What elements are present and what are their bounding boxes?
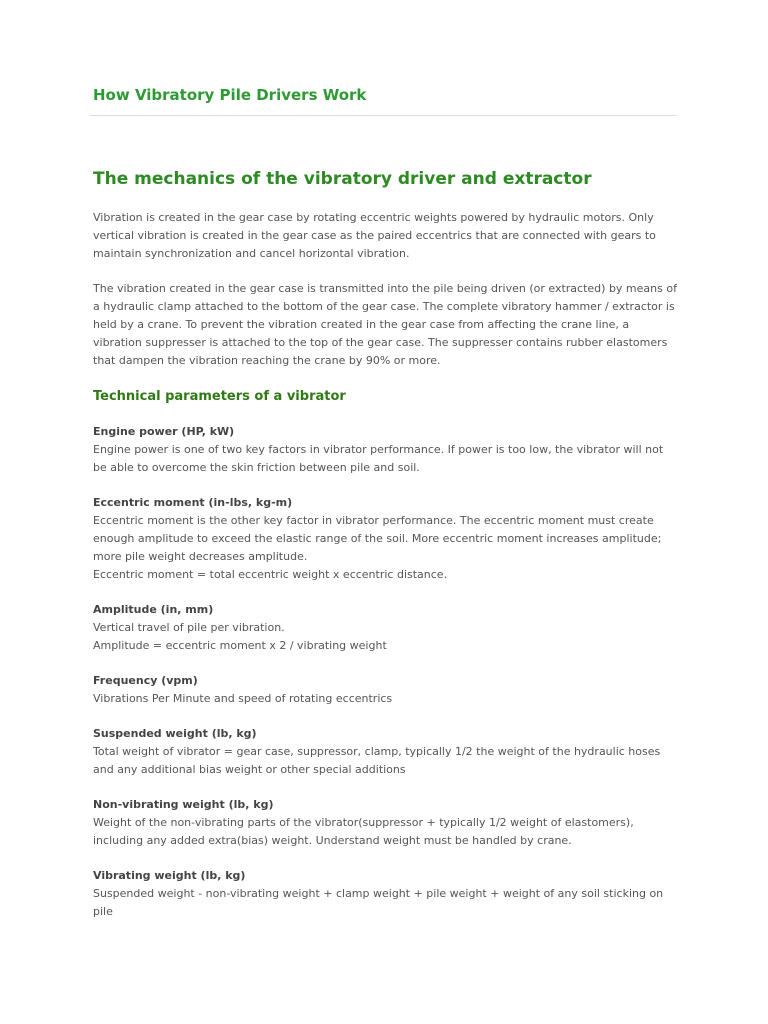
param-frequency xyxy=(93,672,677,708)
intro-paragraph: Vibration is created in the gear case by rotating eccentric weights powered by hydraulic motors. Only vertical vibration is created in the gear case as the paired eccentrics that are connected with gears to maintain synchronization and cancel horizontal vibration. xyxy=(93,211,656,260)
param-description: Weight of the non-vibrating parts of the vibrator(suppressor + typically 1/2 weight of elastomers), including any added extra(bias) weight. Understand weight must be handled by crane. xyxy=(93,816,634,847)
site-title: How Vibratory Pile Drivers Work xyxy=(93,86,367,104)
param-description: Vibrations Per Minute and speed of rotating eccentrics xyxy=(93,692,393,705)
param-name: Engine power (HP, kW) xyxy=(93,425,235,438)
param-name: Non-vibrating weight (lb, kg) xyxy=(93,798,274,811)
param-amplitude xyxy=(93,601,677,655)
intro-paragraph: The vibration created in the gear case is transmitted into the pile being driven (or extracted) by means of a hydraulic clamp attached to the bottom of the gear case. The complete vibratory hammer / extractor is held by a crane. To prevent the vibration created in the gear case from affecting the crane line, a vibration suppresser is attached to the top of the gear case. The suppresser contains rubber elastomers that dampen the vibration reaching the crane by 90% or more. xyxy=(93,282,677,367)
divider xyxy=(90,115,677,116)
article-title: The mechanics of the vibratory driver and extractor xyxy=(93,169,592,189)
param-name: Suspended weight (lb, kg) xyxy=(93,727,257,740)
param-description: Vertical travel of pile per vibration. xyxy=(93,621,285,634)
param-description: Total weight of vibrator = gear case, suppressor, clamp, typically 1/2 the weight of the hydraulic hoses and any additional bias weight or other special additions xyxy=(93,745,661,776)
param-formula: Amplitude = eccentric moment x 2 / vibrating weight xyxy=(93,639,387,652)
param-non-vibrating-weight xyxy=(93,796,677,850)
param-description: Suspended weight - non-vibrating weight + clamp weight + pile weight + weight of any soil sticking on pile xyxy=(93,887,664,918)
param-vibrating-weight xyxy=(93,867,677,921)
param-name: Frequency (vpm) xyxy=(93,674,198,687)
param-name: Eccentric moment (in-lbs, kg-m) xyxy=(93,496,293,509)
param-suspended-weight xyxy=(93,725,677,779)
param-name: Amplitude (in, mm) xyxy=(93,603,214,616)
param-description: Eccentric moment is the other key factor in vibrator performance. The eccentric moment must create enough amplitude to exceed the elastic range of the soil. More eccentric moment increases amplitude; more pile weight decreases amplitude. xyxy=(93,514,662,563)
param-name: Vibrating weight (lb, kg) xyxy=(93,869,246,882)
param-eccentric-moment xyxy=(93,494,677,584)
param-description: Engine power is one of two key factors in vibrator performance. If power is too low, the vibrator will not be able to overcome the skin friction between pile and soil. xyxy=(93,443,664,474)
section-heading: Technical parameters of a vibrator xyxy=(93,389,346,404)
article-body xyxy=(93,167,677,938)
param-engine-power xyxy=(93,423,677,477)
param-formula: Eccentric moment = total eccentric weight x eccentric distance. xyxy=(93,568,448,581)
